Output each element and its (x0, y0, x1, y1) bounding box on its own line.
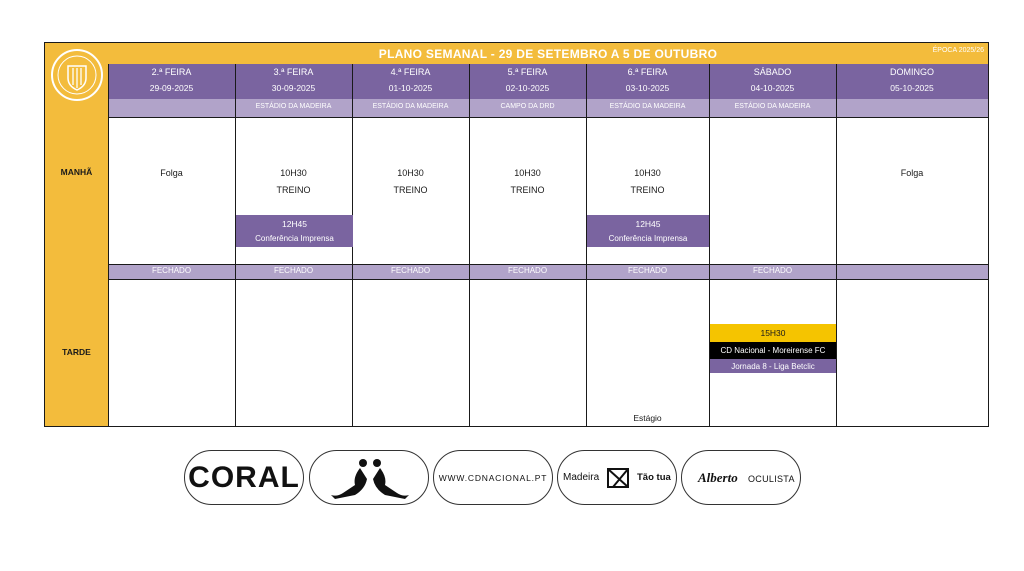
thursday-training: TREINO (510, 185, 545, 195)
sponsor-coral (184, 450, 304, 505)
weekly-schedule-board (44, 42, 989, 427)
sponsor-madeira-tagline: Tão tua (637, 472, 671, 483)
grid-line (108, 64, 109, 426)
tuesday-press-block (236, 215, 353, 247)
tuesday-press-time: 12H45 (281, 219, 308, 229)
tuesday-press-label: Conferência Imprensa (255, 234, 334, 243)
grid-line (836, 64, 837, 426)
day-date-sunday: 05-10-2025 (890, 83, 934, 93)
wednesday-time: 10H30 (397, 168, 424, 178)
afternoon-status-tuesday: FECHADO (273, 266, 314, 275)
tuesday-training: TREINO (276, 185, 311, 195)
monday-rest: Folga (160, 168, 183, 178)
friday-press-block (587, 215, 709, 247)
match-time (710, 324, 836, 342)
venue-wednesday: ESTÁDIO DA MADEIRA (372, 103, 449, 110)
match-round (710, 359, 836, 373)
match-teams-text: CD Nacional - Moreirense FC (720, 346, 826, 355)
day-name-saturday: SÁBADO (753, 67, 792, 77)
day-name-friday: 6.ª FEIRA (627, 67, 668, 77)
match-teams (710, 342, 836, 359)
venue-tuesday: ESTÁDIO DA MADEIRA (255, 103, 332, 110)
sponsor-madeira (557, 450, 677, 505)
club-crest-icon (49, 47, 105, 103)
day-date-tuesday: 30-09-2025 (271, 83, 316, 93)
friday-afternoon-note: Estágio (633, 413, 662, 423)
sponsor-alberto-text: Alberto (698, 470, 738, 485)
day-date-saturday: 04-10-2025 (750, 83, 795, 93)
day-date-wednesday: 01-10-2025 (388, 83, 433, 93)
wednesday-training: TREINO (393, 185, 428, 195)
day-name-monday: 2.ª FEIRA (151, 67, 192, 77)
venue-saturday: ESTÁDIO DA MADEIRA (734, 103, 811, 110)
day-name-thursday: 5.ª FEIRA (507, 67, 548, 77)
tuesday-time: 10H30 (280, 168, 307, 178)
period-morning: MANHÃ (60, 167, 93, 177)
period-afternoon: TARDE (62, 347, 91, 357)
day-name-sunday: DOMINGO (890, 67, 934, 77)
day-name-wednesday: 4.ª FEIRA (390, 67, 431, 77)
sponsor-alberto (681, 450, 801, 505)
grid-line (108, 279, 988, 280)
afternoon-status-thursday: FECHADO (507, 266, 548, 275)
friday-training: TREINO (630, 185, 665, 195)
sponsor-alberto-tagline: OCULISTA (748, 474, 795, 484)
day-date-monday: 29-09-2025 (149, 83, 194, 93)
day-name-tuesday: 3.ª FEIRA (273, 67, 314, 77)
friday-press-time: 12H45 (635, 219, 661, 229)
day-date-friday: 03-10-2025 (625, 83, 670, 93)
day-date-thursday: 02-10-2025 (505, 83, 550, 93)
thursday-time: 10H30 (514, 168, 541, 178)
sponsor-madeira-text: Madeira (563, 472, 600, 483)
sponsor-website (433, 450, 553, 505)
sunday-rest: Folga (900, 168, 924, 178)
friday-press-label: Conferência Imprensa (608, 234, 688, 243)
grid-line (108, 264, 988, 265)
friday-time: 10H30 (634, 168, 661, 178)
grid-line (108, 117, 988, 118)
afternoon-status-wednesday: FECHADO (390, 266, 431, 275)
sponsor-website-text: WWW.CDNACIONAL.PT (438, 472, 548, 483)
kappa-logo-icon (325, 455, 415, 501)
match-round-text: Jornada 8 - Liga Betclic (731, 361, 815, 371)
afternoon-status-saturday: FECHADO (752, 266, 793, 275)
title-bar (108, 43, 988, 64)
venue-friday: ESTÁDIO DA MADEIRA (609, 103, 686, 110)
season-label: ÉPOCA 2025/26 (932, 47, 984, 54)
sponsor-kappa (309, 450, 429, 505)
grid-line (469, 64, 470, 426)
sponsor-coral-text: CORAL (188, 460, 300, 494)
afternoon-status-monday: FECHADO (151, 266, 192, 275)
afternoon-status-friday: FECHADO (627, 266, 668, 275)
page-title: PLANO SEMANAL - 29 DE SETEMBRO A 5 DE OUTUBRO (378, 46, 718, 61)
match-time-text: 15H30 (760, 328, 786, 338)
venue-thursday: CAMPO DA DRD (500, 103, 555, 110)
madeira-logo-icon (605, 466, 631, 490)
